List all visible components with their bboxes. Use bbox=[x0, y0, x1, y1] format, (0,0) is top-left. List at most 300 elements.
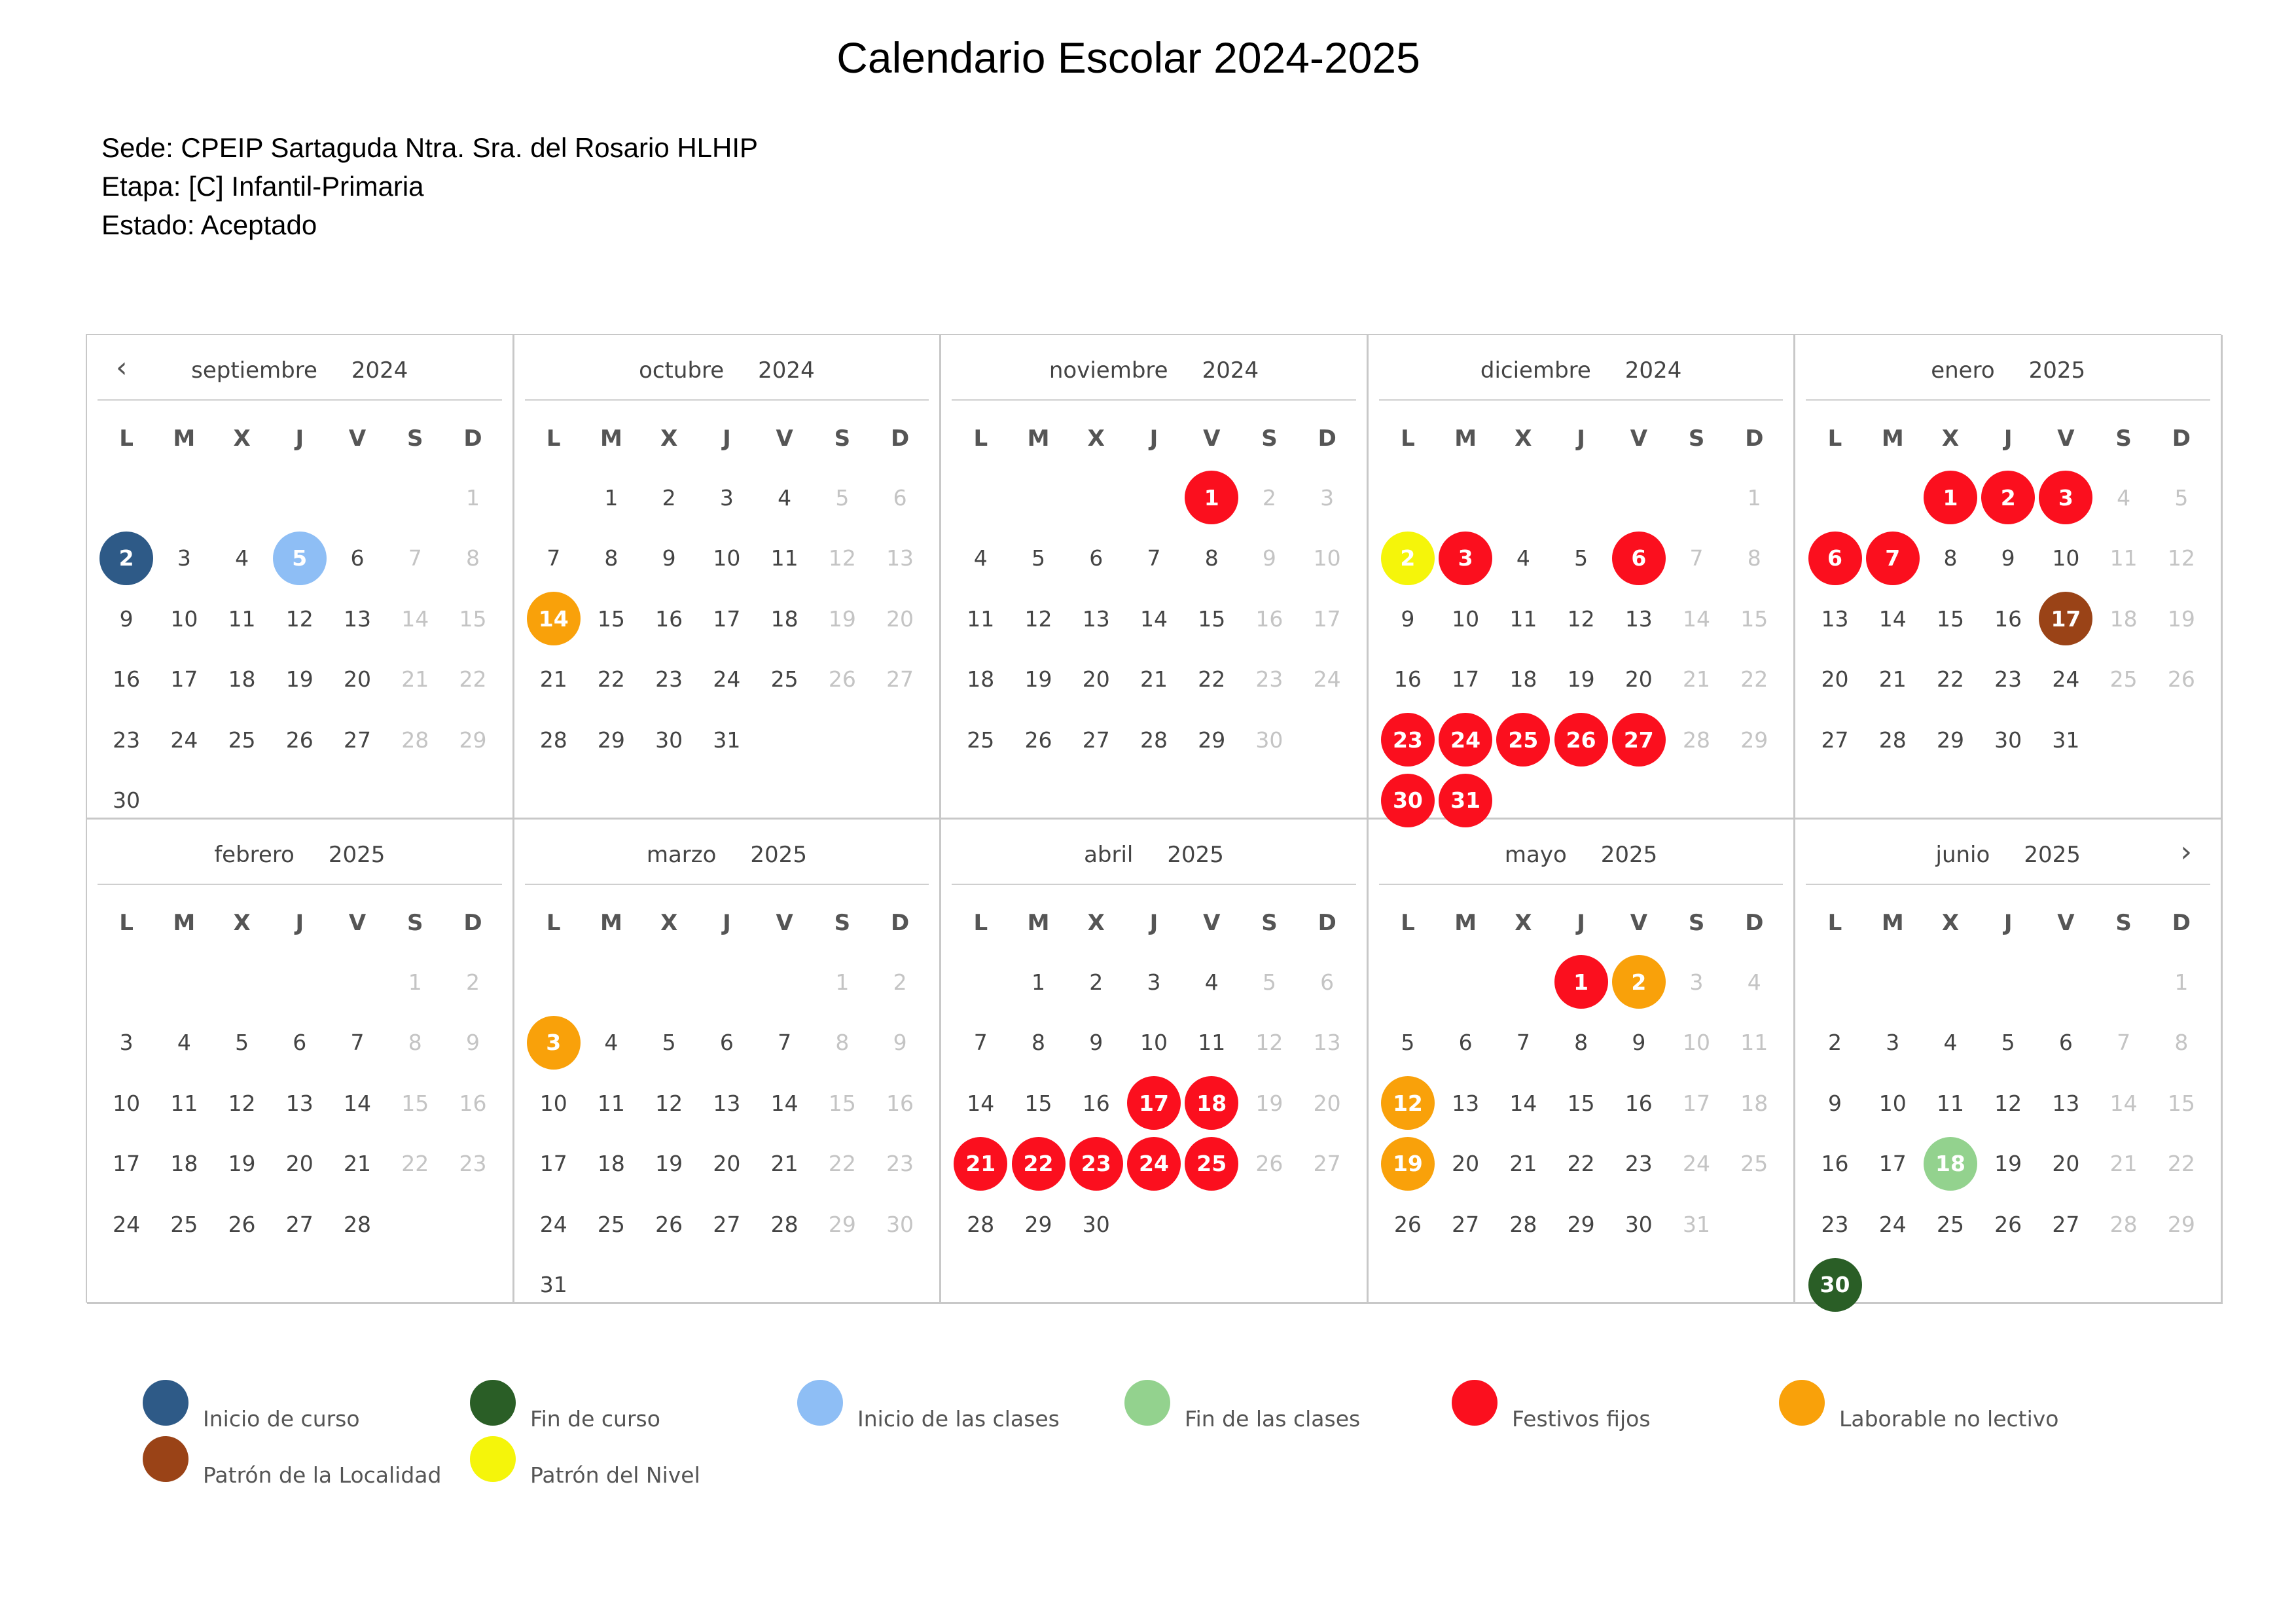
day-cell[interactable] bbox=[871, 649, 929, 710]
day-cell[interactable] bbox=[1125, 649, 1183, 710]
day-cell[interactable] bbox=[756, 1194, 814, 1255]
day-cell[interactable] bbox=[271, 588, 329, 649]
day-cell[interactable] bbox=[1979, 1194, 2037, 1255]
day-cell[interactable] bbox=[98, 588, 155, 649]
day-cell[interactable] bbox=[1494, 1194, 1552, 1255]
day-cell[interactable] bbox=[444, 528, 501, 589]
day-cell[interactable] bbox=[756, 588, 814, 649]
day-cell[interactable] bbox=[1299, 467, 1356, 528]
day-cell[interactable] bbox=[583, 1073, 640, 1134]
day-cell[interactable] bbox=[213, 1013, 270, 1074]
day-cell[interactable] bbox=[814, 1194, 871, 1255]
day-cell-festivo[interactable] bbox=[1610, 528, 1668, 589]
day-cell[interactable] bbox=[2153, 952, 2210, 1013]
day-cell[interactable] bbox=[213, 1134, 270, 1195]
day-cell[interactable] bbox=[1067, 952, 1125, 1013]
day-cell[interactable] bbox=[1125, 588, 1183, 649]
day-cell-fin_clases[interactable] bbox=[1922, 1134, 1979, 1195]
day-cell-patron_localidad[interactable] bbox=[2037, 588, 2094, 649]
day-cell[interactable] bbox=[444, 588, 501, 649]
day-cell[interactable] bbox=[1437, 1013, 1494, 1074]
day-cell[interactable] bbox=[583, 588, 640, 649]
day-cell[interactable] bbox=[1610, 649, 1668, 710]
day-cell[interactable] bbox=[1725, 1073, 1783, 1134]
day-cell[interactable] bbox=[698, 588, 755, 649]
day-cell[interactable] bbox=[1183, 952, 1240, 1013]
day-cell[interactable] bbox=[1437, 649, 1494, 710]
day-cell[interactable] bbox=[871, 1013, 929, 1074]
day-cell[interactable] bbox=[386, 1073, 444, 1134]
day-cell[interactable] bbox=[1240, 528, 1298, 589]
day-cell[interactable] bbox=[1009, 588, 1067, 649]
day-cell[interactable] bbox=[1725, 1013, 1783, 1074]
day-cell[interactable] bbox=[814, 1073, 871, 1134]
day-cell[interactable] bbox=[2095, 528, 2153, 589]
day-cell[interactable] bbox=[386, 952, 444, 1013]
day-cell[interactable] bbox=[1299, 649, 1356, 710]
day-cell-festivo[interactable] bbox=[1552, 710, 1609, 770]
day-cell[interactable] bbox=[2037, 649, 2094, 710]
day-cell[interactable] bbox=[525, 710, 583, 770]
day-cell[interactable] bbox=[2095, 649, 2153, 710]
day-cell[interactable] bbox=[2037, 710, 2094, 770]
day-cell[interactable] bbox=[2095, 1073, 2153, 1134]
day-cell[interactable] bbox=[525, 528, 583, 589]
day-cell[interactable] bbox=[2153, 1194, 2210, 1255]
day-cell[interactable] bbox=[1864, 649, 1922, 710]
day-cell[interactable] bbox=[871, 588, 929, 649]
day-cell[interactable] bbox=[1067, 1073, 1125, 1134]
day-cell-festivo[interactable] bbox=[1437, 710, 1494, 770]
day-cell[interactable] bbox=[756, 1134, 814, 1195]
day-cell[interactable] bbox=[271, 1194, 329, 1255]
day-cell-festivo[interactable] bbox=[1922, 467, 1979, 528]
day-cell[interactable] bbox=[1125, 710, 1183, 770]
day-cell[interactable] bbox=[1864, 588, 1922, 649]
day-cell[interactable] bbox=[1009, 1013, 1067, 1074]
day-cell[interactable] bbox=[640, 1194, 698, 1255]
day-cell[interactable] bbox=[1009, 710, 1067, 770]
day-cell[interactable] bbox=[1494, 649, 1552, 710]
day-cell[interactable] bbox=[640, 1134, 698, 1195]
day-cell[interactable] bbox=[1009, 952, 1067, 1013]
day-cell[interactable] bbox=[698, 528, 755, 589]
day-cell[interactable] bbox=[1067, 649, 1125, 710]
day-cell[interactable] bbox=[525, 1073, 583, 1134]
day-cell[interactable] bbox=[1183, 710, 1240, 770]
day-cell[interactable] bbox=[1864, 710, 1922, 770]
day-cell[interactable] bbox=[1922, 1013, 1979, 1074]
day-cell[interactable] bbox=[583, 1134, 640, 1195]
day-cell[interactable] bbox=[1922, 710, 1979, 770]
day-cell[interactable] bbox=[1610, 1013, 1668, 1074]
day-cell[interactable] bbox=[1979, 1134, 2037, 1195]
day-cell[interactable] bbox=[1125, 952, 1183, 1013]
day-cell[interactable] bbox=[1979, 528, 2037, 589]
day-cell[interactable] bbox=[213, 1194, 270, 1255]
day-cell[interactable] bbox=[1299, 1013, 1356, 1074]
day-cell[interactable] bbox=[1009, 528, 1067, 589]
day-cell[interactable] bbox=[952, 1073, 1009, 1134]
day-cell[interactable] bbox=[444, 467, 501, 528]
day-cell[interactable] bbox=[640, 1073, 698, 1134]
day-cell[interactable] bbox=[1183, 528, 1240, 589]
day-cell[interactable] bbox=[814, 588, 871, 649]
day-cell-festivo[interactable] bbox=[1183, 467, 1240, 528]
day-cell-festivo[interactable] bbox=[1009, 1134, 1067, 1195]
day-cell[interactable] bbox=[329, 1013, 386, 1074]
day-cell[interactable] bbox=[271, 1013, 329, 1074]
day-cell[interactable] bbox=[213, 588, 270, 649]
day-cell[interactable] bbox=[2037, 1194, 2094, 1255]
day-cell-festivo[interactable] bbox=[1125, 1073, 1183, 1134]
day-cell[interactable] bbox=[98, 710, 155, 770]
day-cell[interactable] bbox=[1668, 952, 1725, 1013]
day-cell[interactable] bbox=[1864, 1134, 1922, 1195]
day-cell-festivo[interactable] bbox=[1552, 952, 1609, 1013]
day-cell[interactable] bbox=[444, 710, 501, 770]
day-cell-laborable[interactable] bbox=[525, 1013, 583, 1074]
day-cell[interactable] bbox=[871, 952, 929, 1013]
day-cell[interactable] bbox=[1240, 1073, 1298, 1134]
day-cell[interactable] bbox=[2153, 649, 2210, 710]
day-cell[interactable] bbox=[871, 467, 929, 528]
day-cell[interactable] bbox=[1494, 1013, 1552, 1074]
day-cell[interactable] bbox=[1610, 1073, 1668, 1134]
day-cell[interactable] bbox=[1922, 588, 1979, 649]
day-cell[interactable] bbox=[1725, 952, 1783, 1013]
day-cell[interactable] bbox=[1299, 1073, 1356, 1134]
day-cell[interactable] bbox=[271, 649, 329, 710]
day-cell[interactable] bbox=[1240, 952, 1298, 1013]
day-cell[interactable] bbox=[386, 1134, 444, 1195]
day-cell[interactable] bbox=[1494, 1134, 1552, 1195]
day-cell[interactable] bbox=[1864, 1073, 1922, 1134]
day-cell[interactable] bbox=[1552, 1013, 1609, 1074]
day-cell[interactable] bbox=[640, 528, 698, 589]
day-cell[interactable] bbox=[1668, 1013, 1725, 1074]
day-cell[interactable] bbox=[1437, 1073, 1494, 1134]
day-cell[interactable] bbox=[1494, 588, 1552, 649]
day-cell[interactable] bbox=[1806, 1073, 1863, 1134]
day-cell[interactable] bbox=[271, 1134, 329, 1195]
day-cell[interactable] bbox=[155, 528, 213, 589]
day-cell[interactable] bbox=[1806, 1013, 1863, 1074]
chevron-left-icon[interactable]: ‹ bbox=[116, 351, 128, 384]
day-cell[interactable] bbox=[1668, 1134, 1725, 1195]
day-cell[interactable] bbox=[155, 1194, 213, 1255]
day-cell[interactable] bbox=[1067, 588, 1125, 649]
day-cell[interactable] bbox=[1610, 1134, 1668, 1195]
day-cell[interactable] bbox=[814, 952, 871, 1013]
day-cell[interactable] bbox=[952, 1013, 1009, 1074]
day-cell[interactable] bbox=[1806, 710, 1863, 770]
day-cell[interactable] bbox=[1125, 1013, 1183, 1074]
day-cell[interactable] bbox=[2095, 588, 2153, 649]
day-cell[interactable] bbox=[386, 528, 444, 589]
day-cell[interactable] bbox=[1806, 588, 1863, 649]
day-cell[interactable] bbox=[329, 528, 386, 589]
day-cell[interactable] bbox=[952, 528, 1009, 589]
day-cell-laborable[interactable] bbox=[1610, 952, 1668, 1013]
day-cell[interactable] bbox=[2095, 467, 2153, 528]
day-cell[interactable] bbox=[1379, 649, 1437, 710]
day-cell-festivo[interactable] bbox=[1610, 710, 1668, 770]
day-cell[interactable] bbox=[1067, 1013, 1125, 1074]
day-cell[interactable] bbox=[2037, 1013, 2094, 1074]
day-cell[interactable] bbox=[871, 1073, 929, 1134]
day-cell[interactable] bbox=[1979, 710, 2037, 770]
day-cell-laborable[interactable] bbox=[1379, 1134, 1437, 1195]
day-cell[interactable] bbox=[1437, 588, 1494, 649]
day-cell[interactable] bbox=[386, 1013, 444, 1074]
day-cell[interactable] bbox=[1922, 528, 1979, 589]
day-cell[interactable] bbox=[444, 952, 501, 1013]
day-cell[interactable] bbox=[1067, 528, 1125, 589]
day-cell[interactable] bbox=[386, 588, 444, 649]
day-cell[interactable] bbox=[1668, 1073, 1725, 1134]
day-cell[interactable] bbox=[756, 467, 814, 528]
day-cell[interactable] bbox=[155, 1013, 213, 1074]
day-cell[interactable] bbox=[640, 649, 698, 710]
day-cell[interactable] bbox=[1668, 710, 1725, 770]
day-cell[interactable] bbox=[525, 1255, 583, 1316]
day-cell[interactable] bbox=[1379, 1194, 1437, 1255]
day-cell[interactable] bbox=[1979, 649, 2037, 710]
day-cell[interactable] bbox=[1183, 649, 1240, 710]
day-cell[interactable] bbox=[583, 467, 640, 528]
day-cell[interactable] bbox=[2095, 1194, 2153, 1255]
day-cell[interactable] bbox=[1864, 1194, 1922, 1255]
day-cell-festivo[interactable] bbox=[1437, 528, 1494, 589]
day-cell[interactable] bbox=[698, 467, 755, 528]
day-cell[interactable] bbox=[1494, 528, 1552, 589]
day-cell[interactable] bbox=[1725, 528, 1783, 589]
day-cell[interactable] bbox=[814, 528, 871, 589]
day-cell[interactable] bbox=[1806, 1134, 1863, 1195]
day-cell[interactable] bbox=[2153, 467, 2210, 528]
day-cell[interactable] bbox=[271, 1073, 329, 1134]
day-cell[interactable] bbox=[583, 1194, 640, 1255]
day-cell[interactable] bbox=[2153, 588, 2210, 649]
day-cell[interactable] bbox=[756, 649, 814, 710]
day-cell[interactable] bbox=[1610, 588, 1668, 649]
day-cell[interactable] bbox=[525, 649, 583, 710]
day-cell[interactable] bbox=[1240, 649, 1298, 710]
day-cell[interactable] bbox=[1552, 528, 1609, 589]
day-cell[interactable] bbox=[98, 1134, 155, 1195]
day-cell[interactable] bbox=[271, 710, 329, 770]
day-cell[interactable] bbox=[698, 649, 755, 710]
day-cell[interactable] bbox=[155, 1073, 213, 1134]
day-cell[interactable] bbox=[1240, 1013, 1298, 1074]
day-cell[interactable] bbox=[329, 1134, 386, 1195]
day-cell[interactable] bbox=[155, 588, 213, 649]
day-cell[interactable] bbox=[756, 528, 814, 589]
day-cell[interactable] bbox=[756, 1013, 814, 1074]
day-cell[interactable] bbox=[1806, 649, 1863, 710]
day-cell-laborable[interactable] bbox=[525, 588, 583, 649]
day-cell-festivo[interactable] bbox=[1379, 710, 1437, 770]
day-cell[interactable] bbox=[155, 1134, 213, 1195]
day-cell[interactable] bbox=[1864, 1013, 1922, 1074]
day-cell[interactable] bbox=[698, 1013, 755, 1074]
day-cell[interactable] bbox=[1299, 588, 1356, 649]
day-cell[interactable] bbox=[756, 1073, 814, 1134]
day-cell[interactable] bbox=[1552, 588, 1609, 649]
day-cell-festivo[interactable] bbox=[1067, 1134, 1125, 1195]
day-cell[interactable] bbox=[1299, 952, 1356, 1013]
day-cell[interactable] bbox=[698, 710, 755, 770]
day-cell[interactable] bbox=[583, 1013, 640, 1074]
day-cell[interactable] bbox=[98, 1073, 155, 1134]
day-cell[interactable] bbox=[1725, 588, 1783, 649]
day-cell[interactable] bbox=[814, 1013, 871, 1074]
day-cell[interactable] bbox=[698, 1073, 755, 1134]
day-cell[interactable] bbox=[329, 710, 386, 770]
day-cell[interactable] bbox=[1979, 1013, 2037, 1074]
day-cell[interactable] bbox=[1299, 528, 1356, 589]
day-cell[interactable] bbox=[640, 467, 698, 528]
day-cell[interactable] bbox=[1552, 649, 1609, 710]
day-cell[interactable] bbox=[386, 710, 444, 770]
day-cell-patron_nivel[interactable] bbox=[1379, 528, 1437, 589]
day-cell[interactable] bbox=[444, 649, 501, 710]
day-cell[interactable] bbox=[1668, 649, 1725, 710]
day-cell[interactable] bbox=[329, 649, 386, 710]
day-cell[interactable] bbox=[1009, 1073, 1067, 1134]
day-cell-festivo[interactable] bbox=[1864, 528, 1922, 589]
day-cell[interactable] bbox=[1610, 1194, 1668, 1255]
day-cell[interactable] bbox=[1240, 588, 1298, 649]
day-cell[interactable] bbox=[1979, 1073, 2037, 1134]
day-cell[interactable] bbox=[2095, 1013, 2153, 1074]
day-cell[interactable] bbox=[213, 528, 270, 589]
day-cell[interactable] bbox=[1552, 1073, 1609, 1134]
day-cell[interactable] bbox=[1379, 1013, 1437, 1074]
day-cell[interactable] bbox=[1922, 1073, 1979, 1134]
day-cell-festivo[interactable] bbox=[1183, 1134, 1240, 1195]
day-cell[interactable] bbox=[2153, 1013, 2210, 1074]
day-cell-laborable[interactable] bbox=[1379, 1073, 1437, 1134]
day-cell-inicio_curso[interactable] bbox=[98, 528, 155, 589]
day-cell[interactable] bbox=[1437, 1194, 1494, 1255]
day-cell[interactable] bbox=[2153, 1073, 2210, 1134]
day-cell[interactable] bbox=[1009, 649, 1067, 710]
day-cell[interactable] bbox=[640, 1013, 698, 1074]
day-cell[interactable] bbox=[213, 1073, 270, 1134]
day-cell[interactable] bbox=[213, 710, 270, 770]
day-cell[interactable] bbox=[1725, 467, 1783, 528]
day-cell[interactable] bbox=[1437, 1134, 1494, 1195]
day-cell[interactable] bbox=[1183, 1013, 1240, 1074]
day-cell[interactable] bbox=[1552, 1194, 1609, 1255]
day-cell[interactable] bbox=[1725, 649, 1783, 710]
day-cell[interactable] bbox=[2037, 528, 2094, 589]
day-cell[interactable] bbox=[698, 1194, 755, 1255]
day-cell[interactable] bbox=[1494, 1073, 1552, 1134]
day-cell[interactable] bbox=[814, 1134, 871, 1195]
day-cell[interactable] bbox=[640, 588, 698, 649]
day-cell[interactable] bbox=[640, 710, 698, 770]
day-cell[interactable] bbox=[98, 649, 155, 710]
day-cell[interactable] bbox=[1379, 588, 1437, 649]
day-cell[interactable] bbox=[2153, 1134, 2210, 1195]
day-cell[interactable] bbox=[98, 1194, 155, 1255]
day-cell[interactable] bbox=[1240, 467, 1298, 528]
day-cell[interactable] bbox=[1668, 1194, 1725, 1255]
day-cell-fin_curso[interactable] bbox=[1806, 1255, 1863, 1316]
day-cell[interactable] bbox=[1725, 710, 1783, 770]
day-cell[interactable] bbox=[1979, 588, 2037, 649]
day-cell[interactable] bbox=[329, 1073, 386, 1134]
day-cell[interactable] bbox=[1009, 1194, 1067, 1255]
day-cell[interactable] bbox=[444, 1073, 501, 1134]
day-cell-festivo[interactable] bbox=[1979, 467, 2037, 528]
day-cell-festivo[interactable] bbox=[1806, 528, 1863, 589]
day-cell[interactable] bbox=[1240, 1134, 1298, 1195]
day-cell[interactable] bbox=[952, 588, 1009, 649]
day-cell-festivo[interactable] bbox=[1183, 1073, 1240, 1134]
day-cell[interactable] bbox=[814, 467, 871, 528]
day-cell[interactable] bbox=[2153, 528, 2210, 589]
day-cell-festivo[interactable] bbox=[1125, 1134, 1183, 1195]
day-cell[interactable] bbox=[213, 649, 270, 710]
day-cell[interactable] bbox=[583, 649, 640, 710]
day-cell[interactable] bbox=[952, 649, 1009, 710]
day-cell-inicio_clases[interactable] bbox=[271, 528, 329, 589]
day-cell[interactable] bbox=[952, 1194, 1009, 1255]
day-cell[interactable] bbox=[444, 1013, 501, 1074]
day-cell[interactable] bbox=[698, 1134, 755, 1195]
day-cell[interactable] bbox=[155, 649, 213, 710]
chevron-right-icon[interactable]: › bbox=[2180, 835, 2192, 869]
day-cell[interactable] bbox=[525, 1194, 583, 1255]
day-cell[interactable] bbox=[1668, 588, 1725, 649]
day-cell[interactable] bbox=[1125, 528, 1183, 589]
day-cell[interactable] bbox=[1668, 528, 1725, 589]
day-cell[interactable] bbox=[1552, 1134, 1609, 1195]
day-cell[interactable] bbox=[1067, 710, 1125, 770]
day-cell[interactable] bbox=[1067, 1194, 1125, 1255]
day-cell[interactable] bbox=[329, 588, 386, 649]
day-cell[interactable] bbox=[583, 528, 640, 589]
day-cell[interactable] bbox=[1299, 1134, 1356, 1195]
day-cell[interactable] bbox=[952, 710, 1009, 770]
day-cell-festivo[interactable] bbox=[2037, 467, 2094, 528]
day-cell[interactable] bbox=[1183, 588, 1240, 649]
day-cell[interactable] bbox=[871, 528, 929, 589]
day-cell-festivo[interactable] bbox=[1494, 710, 1552, 770]
day-cell[interactable] bbox=[2037, 1134, 2094, 1195]
day-cell-festivo[interactable] bbox=[952, 1134, 1009, 1195]
day-cell[interactable] bbox=[1240, 710, 1298, 770]
day-cell[interactable] bbox=[525, 1134, 583, 1195]
day-cell[interactable] bbox=[1725, 1134, 1783, 1195]
day-cell[interactable] bbox=[871, 1194, 929, 1255]
day-cell[interactable] bbox=[2037, 1073, 2094, 1134]
day-cell[interactable] bbox=[444, 1134, 501, 1195]
day-cell[interactable] bbox=[2095, 1134, 2153, 1195]
day-cell[interactable] bbox=[871, 1134, 929, 1195]
day-cell[interactable] bbox=[155, 710, 213, 770]
day-cell[interactable] bbox=[583, 710, 640, 770]
day-cell[interactable] bbox=[1922, 649, 1979, 710]
day-cell[interactable] bbox=[1922, 1194, 1979, 1255]
day-cell[interactable] bbox=[329, 1194, 386, 1255]
day-cell[interactable] bbox=[386, 649, 444, 710]
day-cell[interactable] bbox=[98, 1013, 155, 1074]
